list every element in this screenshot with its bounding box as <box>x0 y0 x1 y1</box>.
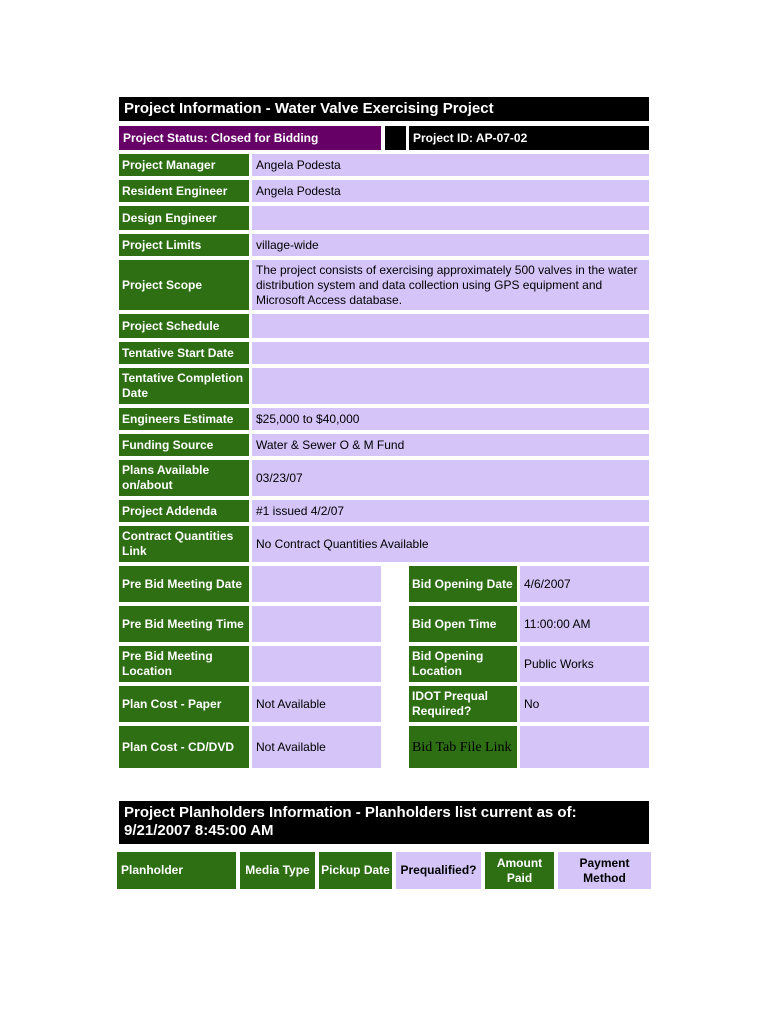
pair-label-plan-cost-cd-dvd: Plan Cost - CD/DVD <box>119 726 249 768</box>
planholders-title: Project Planholders Information - Planholders list current as of: 9/21/2007 8:45:00 AM <box>119 801 649 844</box>
row-value-resident-engineer: Angela Podesta <box>252 180 649 202</box>
pair-label-bid-opening-location: Bid Opening Location <box>409 646 517 682</box>
pair-label-bid-open-time: Bid Open Time <box>409 606 517 642</box>
pair-label-pre-bid-meeting-date: Pre Bid Meeting Date <box>119 566 249 602</box>
status-spacer-cell <box>385 126 406 150</box>
pair-label-bid-opening-date: Bid Opening Date <box>409 566 517 602</box>
row-label-project-manager: Project Manager <box>119 154 249 176</box>
pair-label-pre-bid-meeting-time: Pre Bid Meeting Time <box>119 606 249 642</box>
pair-value-bid-opening-location: Public Works <box>520 646 649 682</box>
pair-value-bid-tab-file <box>520 726 649 768</box>
row-value-project-schedule <box>252 314 649 338</box>
pair-value-idot-prequal-required: No <box>520 686 649 722</box>
row-value-project-limits: village-wide <box>252 234 649 256</box>
row-label-funding-source: Funding Source <box>119 434 249 456</box>
media-type-column-header: Media Type <box>240 852 315 889</box>
pair-label-plan-cost-paper: Plan Cost - Paper <box>119 686 249 722</box>
project-status: Project Status: Closed for Bidding <box>119 126 381 150</box>
row-value-project-scope: The project consists of exercising approximately 500 valves in the water distribution system and data collection using GPS equipment and Microsoft Access database. <box>252 260 649 310</box>
row-value-tentative-start-date <box>252 342 649 364</box>
pair-value-plan-cost-paper: Not Available <box>252 686 381 722</box>
row-value-plans-available: 03/23/07 <box>252 460 649 496</box>
row-label-tentative-completion-date: Tentative Completion Date <box>119 368 249 404</box>
pair-value-plan-cost-cd-dvd: Not Available <box>252 726 381 768</box>
row-value-engineers-estimate: $25,000 to $40,000 <box>252 408 649 430</box>
row-value-tentative-completion-date <box>252 368 649 404</box>
pickup-date-column-header: Pickup Date <box>319 852 392 889</box>
payment-method-column-header: Payment Method <box>558 852 651 889</box>
row-label-project-limits: Project Limits <box>119 234 249 256</box>
row-label-resident-engineer: Resident Engineer <box>119 180 249 202</box>
amount-paid-column-header: Amount Paid <box>485 852 554 889</box>
row-value-funding-source: Water & Sewer O & M Fund <box>252 434 649 456</box>
row-label-project-scope: Project Scope <box>119 260 249 310</box>
row-value-project-manager: Angela Podesta <box>252 154 649 176</box>
row-label-project-schedule: Project Schedule <box>119 314 249 338</box>
row-label-contract-quantities-link: Contract Quantities Link <box>119 526 249 562</box>
planholder-column-header: Planholder <box>117 852 236 889</box>
row-value-design-engineer <box>252 206 649 230</box>
row-label-project-addenda: Project Addenda <box>119 500 249 522</box>
prequalified-column-header: Prequalified? <box>396 852 481 889</box>
pair-label-idot-prequal-required: IDOT Prequal Required? <box>409 686 517 722</box>
pair-value-pre-bid-meeting-location <box>252 646 381 682</box>
project-info-title: Project Information - Water Valve Exercising Project <box>119 97 649 121</box>
row-value-project-addenda: #1 issued 4/2/07 <box>252 500 649 522</box>
row-label-plans-available: Plans Available on/about <box>119 460 249 496</box>
row-label-design-engineer: Design Engineer <box>119 206 249 230</box>
pair-value-pre-bid-meeting-time <box>252 606 381 642</box>
pair-label-pre-bid-meeting-location: Pre Bid Meeting Location <box>119 646 249 682</box>
pair-value-pre-bid-meeting-date <box>252 566 381 602</box>
project-id: Project ID: AP-07-02 <box>409 126 649 150</box>
row-label-engineers-estimate: Engineers Estimate <box>119 408 249 430</box>
pair-value-bid-open-time: 11:00:00 AM <box>520 606 649 642</box>
row-label-tentative-start-date: Tentative Start Date <box>119 342 249 364</box>
row-value-contract-quantities: No Contract Quantities Available <box>252 526 649 562</box>
bid-tab-file-link[interactable]: Bid Tab File Link <box>409 726 517 768</box>
pair-value-bid-opening-date: 4/6/2007 <box>520 566 649 602</box>
